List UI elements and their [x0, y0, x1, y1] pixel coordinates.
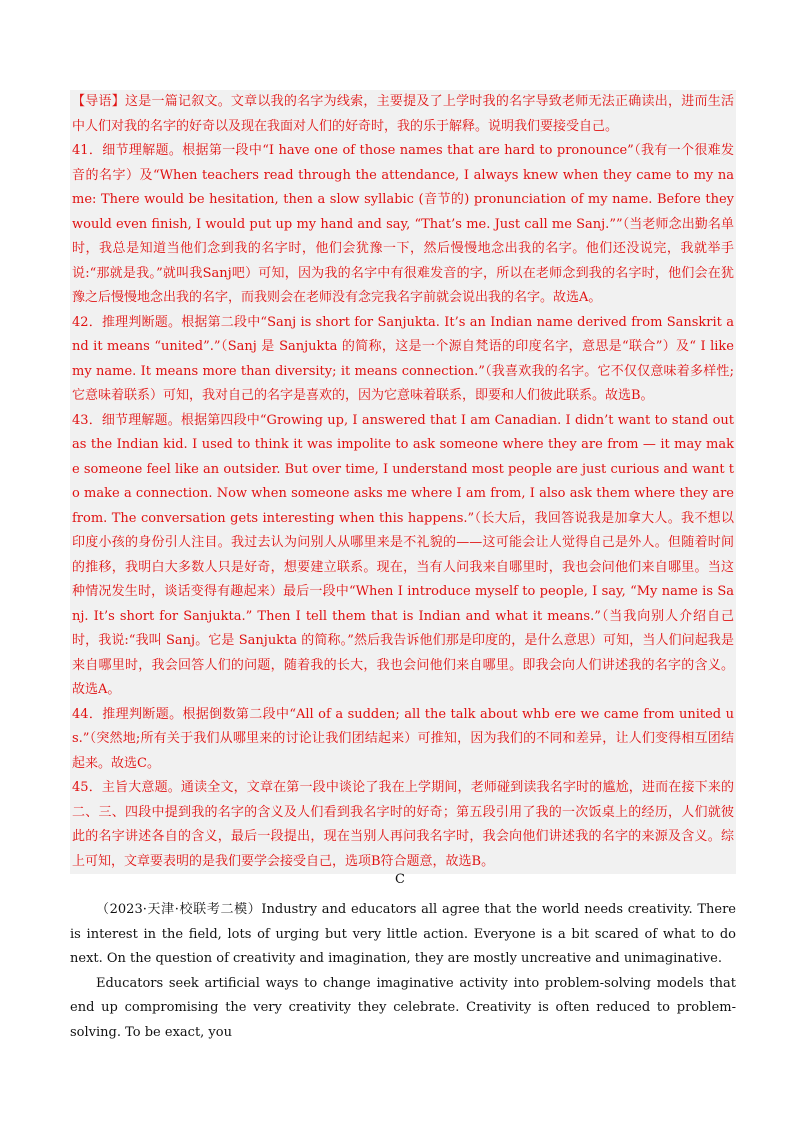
passage-paragraph-2: Educators seek artificial ways to change imaginative activity into problem-solving models that end up compromising the very creativity they celebrate. Creativity is often reduced to problem-solving. To be exact, you — [70, 975, 736, 1040]
answer-42: 42．推理判断题。根据第二段中“Sanj is short for Sanjukta. It’s an Indian name derived from Sanskrit and it means “united”.”（Sanj 是 Sanjukta 的简称，这是一个源自梵语的印度名字，意思是“联合”）及“ I like my name. It means more than diversity; it means connection.”（我喜欢我的名字。它不仅仅意味着多样性;它意味着联系）可知，我对自己的名字是喜欢的，因为它意味着联系，即要和人们彼此联系。故选B。 — [72, 314, 734, 403]
answer-intro: 【导语】这是一篇记叙文。文章以我的名字为线索，主要提及了上学时我的名字导致老师无法正确读出，进而生活中人们对我的名字的好奇以及现在我面对人们的好奇时，我的乐于解释。说明我们要接受自己。 — [72, 94, 734, 134]
answer-explanation-block — [70, 90, 736, 874]
answer-45: 45．主旨大意题。通读全文，文章在第一段中谈论了我在上学期间，老师碰到读我名字时的尴尬，进而在接下来的二、三、四段中提到我的名字的含义及人们看到我名字时的好奇；第五段引用了我的一次饭桌上的经历，人们就彼此的名字讲述各自的含义，最后一段提出，现在当别人再问我名字时，我会向他们讲述我的名字的来源及含义。综上可知，文章要表明的是我们要学会接受自己，选项B符合题意，故选B。 — [72, 780, 734, 869]
answer-43: 43．细节理解题。根据第四段中“Growing up, I answered that I am Canadian. I didn’t want to stand out as the Indian kid. I used to think it was impolite to ask someone where they are from — it may make someone feel like an outsider. But over time, I understand most people are just curious and want to make a connection. Now when someone asks me where I am from, I also ask them where they are from. The conversation gets interesting when this happens.”（长大后，我回答说我是加拿大人。我不想以印度小孩的身份引人注目。我过去认为问别人从哪里来是不礼貌的——这可能会让人觉得自己是外人。但随着时间的推移，我明白大多数人只是好奇，想要建立联系。现在，当有人问我来自哪里时，我也会问他们来自哪里。当这种情况发生时，谈话变得有趣起来）最后一段中“When I introduce myself to people, I say, “My name is Sanj. It’s short for Sanjukta.” Then I tell them that is Indian and what it means.”（当我向别人介绍自己时，我说:“我叫 Sanj。它是 Sanjukta 的简称。”然后我告诉他们那是印度的，是什么意思）可知，当人们问起我是来自哪里时，我会回答人们的问题，随着我的长大，我也会问他们来自哪里。即我会向人们讲述我的名字的含义。故选A。 — [72, 412, 734, 697]
reading-passage — [70, 898, 736, 1045]
answer-44: 44．推理判断题。根据倒数第二段中“All of a sudden; all the talk about whb ere we came from united us.”（突然地;所有关于我们从哪里来的讨论让我们团结起来）可推知，因为我们的不同和差异，让人们变得相互团结起来。故选C。 — [72, 706, 734, 771]
section-letter: C — [395, 872, 405, 887]
passage-paragraph-1: （2023·天津·校联考二模）Industry and educators all agree that the world needs creativity. There is interest in the field, lots of urging but very little action. Everyone is a bit scared of what to do next. On the question of creativity and imagination, they are mostly uncreative and unimaginative. — [70, 902, 736, 966]
answer-41: 41．细节理解题。根据第一段中“I have one of those names that are hard to pronounce”（我有一个很难发音的名字）及“When teachers read through the attendance, I always knew when they came to my name: There would be hesitation, then a slow syllabic (音节的) pronunciation of my name. Before they would even finish, I would put up my hand and say, “That’s me. Just call me Sanj.””（当老师念出勤名单时，我总是知道当他们念到我的名字时，他们会犹豫一下，然后慢慢地念出我的名字。他们还没说完，我就举手说:“那就是我。”就叫我Sanj吧）可知，因为我的名字中有很难发音的字，所以在老师念到我的名字时，他们会在犹豫之后慢慢地念出我的名字，而我则会在老师没有念完我名字前就会说出我的名字。故选A。 — [72, 143, 734, 305]
